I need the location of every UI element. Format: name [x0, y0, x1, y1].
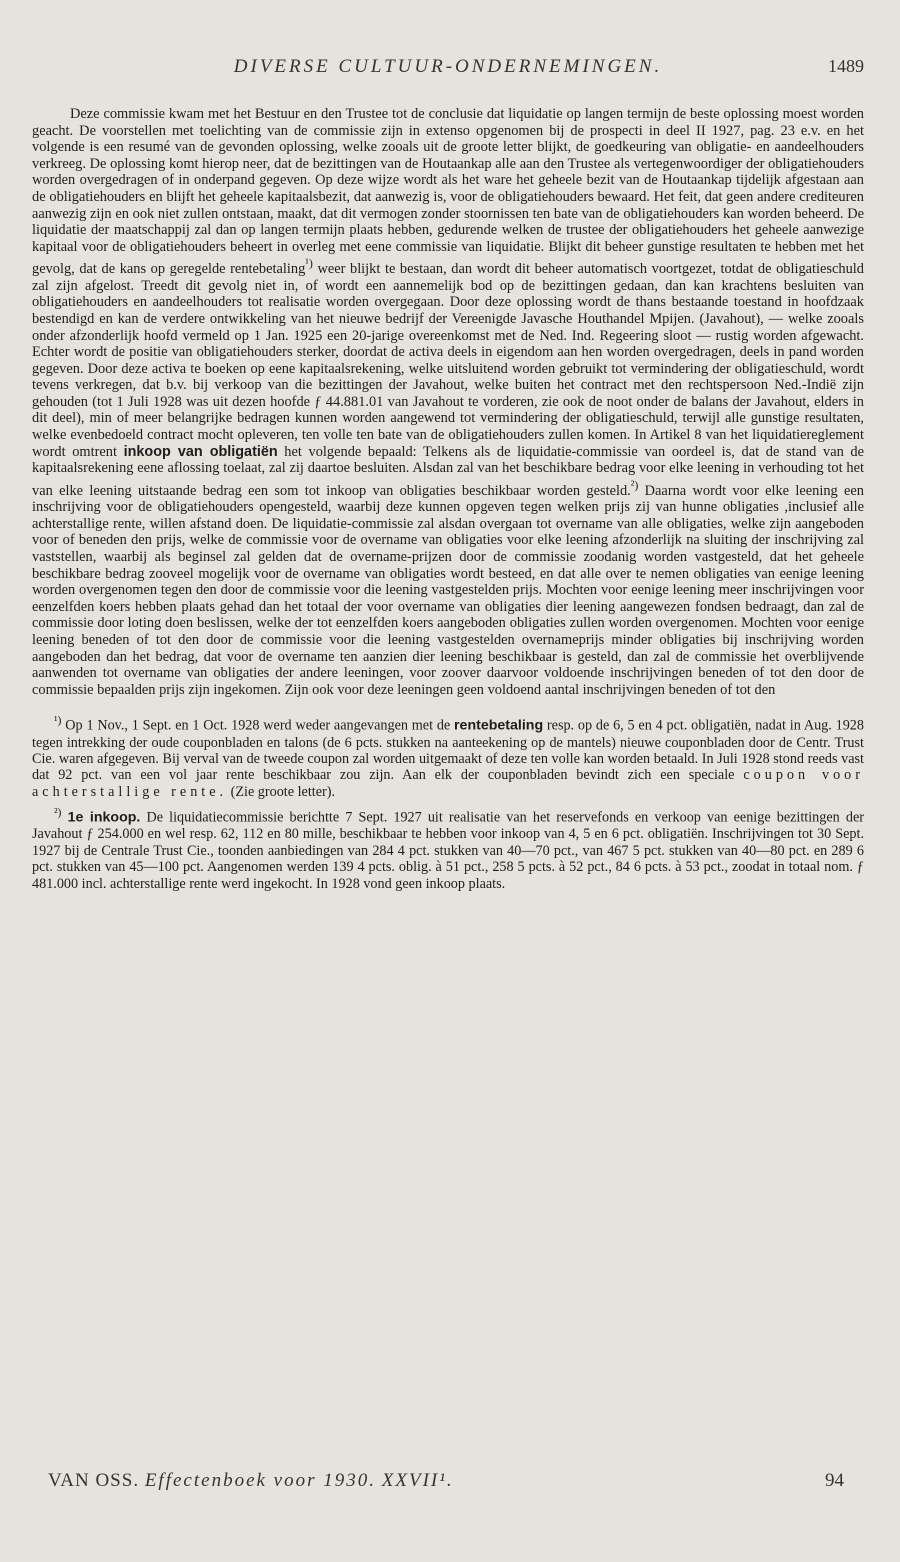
page-number: 1489	[828, 56, 864, 76]
footer-publisher: VAN OSS.	[48, 1470, 140, 1491]
footnotes	[32, 712, 864, 892]
footnote-1-text-b: resp. op de 6, 5 en 4 pct. obligatiën, nadat in Aug. 1928 tegen intrekking der oude couponbladen en talons (de 6 pcts. stukken na aanteekening op de mantels) nieuwe couponbladen door de Centr. Trust Cie. waren afgegeven. Bij verval van de tweede coupon zal worden uitgemaakt of deze ten volle kan worden betaald. In Juli 1928 stond reeds vast dat 92 pct. van een vol jaar rente beschikbaar zou zijn. Aan elk der couponbladen bevindt zich een speciale	[32, 718, 864, 784]
body-paragraph	[32, 106, 864, 698]
body-text-part-3: het volgende bepaald: Telkens als de liquidatie-commissie van oordeel is, dat de stand van de kapitaalsrekening eene aflossing toelaat, zal zij daartoe besluiten. Alsdan zal van het beschikbare bedrag voor elke leening in verhouding tot het van elke leening uitstaande bedrag een som tot inkoop van obligaties beschikbaar worden gesteld.	[32, 443, 865, 499]
footer-citation	[48, 1470, 454, 1491]
footnote-1-spaced-term: coupon voor achterstallige rente.	[32, 767, 864, 800]
footnote-2-bold-term: 1e inkoop.	[67, 809, 141, 826]
footnote-2-mark: ²)	[54, 805, 62, 820]
footnote-1-text-a: Op 1 Nov., 1 Sept. en 1 Oct. 1928 werd weder aangevangen met de	[61, 718, 455, 735]
footnote-2	[32, 804, 864, 892]
bold-term-inkoop: inkoop van obligatiën	[123, 443, 278, 460]
footnote-1-text-c: (Zie groote letter).	[227, 783, 336, 800]
footnote-1	[32, 712, 864, 800]
page-footer	[48, 1470, 844, 1492]
footnote-reference-2: ²)	[630, 477, 639, 492]
footer-volume: XXVII¹.	[381, 1470, 454, 1491]
footnote-1-mark: ¹)	[54, 713, 62, 728]
body-text-part-4: Daarna wordt voor elke leening een inschrijving voor de obligatiehouders opengesteld, waarbij deze kunnen opgeven tegen welken prijs zij van hunne obligaties ,inclusief alle achterstallige rente, willen afstand doen. De liquidatie-commissie zal alsdan overgaan tot overname van alle obligaties, welke zijn aangeboden voor of beneden den prijs, welke de commissie voor de overname van obligaties voor elke leening afzonderlijk na sluiting der inschrijving zal vaststellen, waarbij als beginsel zal gelden dat de overname-prijzen door de commissie zoodanig worden vastgesteld, dat het geheele beschikbare bedrag zooveel mogelijk voor de overname van obligaties wordt besteed, en dat alle over te nemen obligaties van eenige leening worden overgenomen tegen den door de commissie voor die leening vastgestelden prijs. Mochten voor eenige leening meer inschrijvingen voor eenzelfden koers hebben plaats gehad dan het totaal der voor overname van obligaties dier leening aangewezen fondsen bedraagt, dan zal de commissie door loting doen beslissen, welke der tot eenzelfden koers aangeboden obligaties zullen worden overgenomen. Mochten voor eenige leening beneden of tot den door de commissie voor die leening vastgestelden overnameprijs minder obligaties bij inschrijving worden aangeboden dan het bedrag, dat voor de overname ten aanzien dier leening beschikbaar is gesteld, dan zal de commissie het overblijvende aanwenden tot overname van obligaties der andere leeningen, voor zoover daarvoor voldoende inschrijvingen beneden of tot den door de commissie bepaalden prijs zijn ingekomen. Zijn ook voor deze leeningen geen voldoend aantal inschrijvingen beneden of tot den	[32, 482, 865, 698]
running-title: DIVERSE CULTUUR-ONDERNEMINGEN.	[233, 56, 663, 77]
body-text-part-1: Deze commissie kwam met het Bestuur en den Trustee tot de conclusie dat liquidatie op langen termijn de beste oplossing moest worden geacht. De voorstellen met toelichting van de commissie zijn in extenso opgenomen bij de prospecti in deel II 1927, pag. 23 e.v. en het volgende is een resumé van de gevonden oplossing, welke zooals uit de groote letter blijkt, de goedkeuring van obligatie- en aandeelhouders verkreeg. De oplossing komt hierop neer, dat de bezittingen van de Houtaankap alle aan den Trustee als vertegenwoordiger der obligatiehouders worden overgedragen of in onderpand gegeven. Op deze wijze wordt als het ware het geheele bezit van de Houtaankap tijdelijk afgestaan aan de obligatiehouders en blijft het geheele kapitaalsbezit, dat aanwezig is, voor de obligatiehouders bewaard. Het feit, dat geen andere crediteuren aanwezig zijn en ook niet zullen ontstaan, maakt, dat dit vermogen zonder stoornissen ten bate van de obligatiehouders kan worden beheerd. De liquidatie der maatschappij zal dan op langen termijn plaats hebben, gedurende welken de trustee der obligatiehouders het geheele aanwezige kapitaal voor de obligatiehouders beheert in overleg met eene commissie van liquidatie. Blijkt dit beheer gunstige resultaten te hebben met het gevolg, dat de kans op geregelde rentebetaling	[32, 106, 864, 278]
footer-book-title: Effectenboek voor 1930.	[144, 1470, 377, 1491]
footnote-1-bold-term: rentebetaling	[454, 718, 544, 735]
running-header	[32, 56, 864, 92]
sheet-number: 94	[825, 1470, 844, 1491]
footnote-reference-1: ¹)	[305, 256, 313, 271]
body-text-part-2: weer blijkt te bestaan, dan wordt dit beheer automatisch voortgezet, totdat de obligatieschuld zal zijn afgelost. Treedt dit gevolg niet in, of wordt een aannemelijk bod op de bezittingen gedaan, dan kan krachtens besluiten van obligatiehouders en aandeelhouders tot realisatie worden overgegaan. Door deze oplossing wordt de thans bestaande toestand in hoofdzaak bestendigd en kan de verdere ontwikkeling van het nieuwe bedrijf der Vereenigde Javasche Houthandel Mpijen. (Javahout), — welke zooals onder afzonderlijk hoofd vermeld op 1 Jan. 1925 een 20-jarige overeenkomst met de Ned. Ind. Regeering sloot — rustig worden afgewacht. Echter wordt de positie van obligatiehouders sterker, doordat de activa deels in eigendom aan hen worden overgedragen, deels in pand worden gegeven. Door deze activa te boeken op eene kapitaalsrekening, welke uitsluitend worden gebruikt tot vermindering der obligatieschuld, wordt tevens verkregen, dat b.v. bij verkoop van die bezittingen der Javahout, welke buiten het contract met den rechtspersoon Ned.-Indië zijn gehouden (tot 1 Juli 1928 was uit dezen hoofde ƒ 44.881.01 van Javahout te vorderen, zie ook de noot onder de balans der Javahout, elders in dit deel), min of meer belangrijke bedragen kunnen worden aangewend tot vermindering der obligatieschuld, terwijl alle gunstige resultaten, welke evenbedoeld contract mocht opleveren, ten volle ten bate van de obligatiehouders zullen komen. In Artikel 8 van het liquidatiereglement wordt omtrent	[32, 261, 864, 460]
footnote-2-text: De liquidatiecommissie berichtte 7 Sept. 1927 uit realisatie van het reservefonds en verkoop van eenige bezittingen der Javahout ƒ 254.000 en wel resp. 62, 112 en 80 mille, beschikbaar te hebben voor inkoop van 4, 5 en 6 pct. obligatiën. Inschrijvingen tot 30 Sept. 1927 bij de Centrale Trust Cie., toonden aanbiedingen van 284 4 pct. stukken van 40—70 pct., van 467 5 pct. stukken van 40—80 pct. en 289 6 pct. stukken van 45—100 pct. Aangenomen werden 139 4 pcts. oblig. à 51 pct., 258 5 pcts. à 52 pct., 84 6 pcts. à 53 pct., zoodat in totaal nom. ƒ 481.000 incl. achterstallige rente werd ingekocht. In 1928 vond geen inkoop plaats.	[32, 809, 864, 892]
